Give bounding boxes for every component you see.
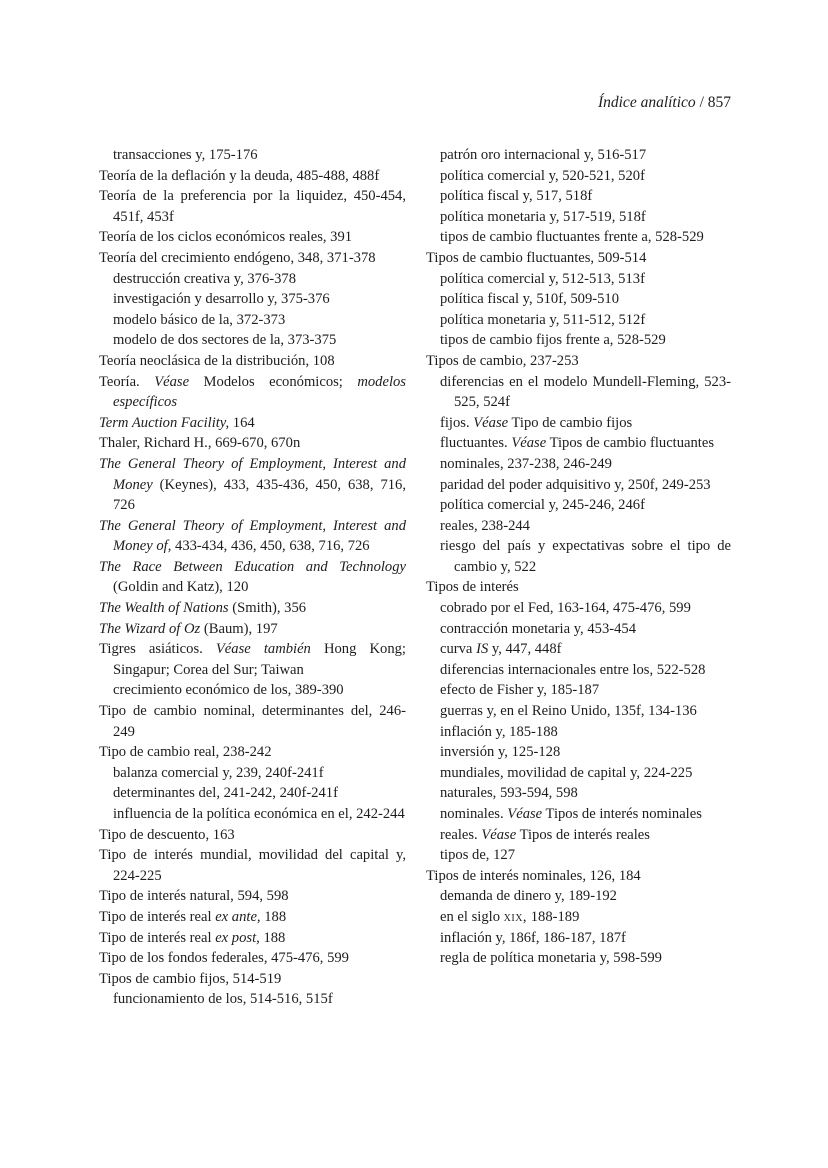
index-entry: contracción monetaria y, 453-454 xyxy=(440,620,636,637)
entry-text: 188 xyxy=(264,908,287,925)
entry-text: 433-434, 436, 450, 638, 716, 726 xyxy=(175,538,370,555)
entry-italic-title: The Wealth of Nations xyxy=(99,600,229,617)
index-column-left xyxy=(99,145,406,1010)
index-entry: Teoría del crecimiento endógeno, 348, 371-378 xyxy=(99,249,376,266)
entry-text: Tipos de interés reales xyxy=(519,826,650,843)
index-entry xyxy=(99,619,406,640)
index-entry: diferencias internacionales entre los, 522-528 xyxy=(440,661,706,678)
index-entry: Tipo de los fondos federales, 475-476, 599 xyxy=(99,950,349,967)
entry-text: y, 447, 448f xyxy=(491,641,562,658)
entry-text: curva xyxy=(440,641,473,658)
index-entry: Tipo de cambio nominal, determinantes del, 246-249 xyxy=(99,703,406,740)
index-entry xyxy=(99,639,406,680)
index-entry: riesgo del país y expectativas sobre el tipo de cambio y, 522 xyxy=(440,538,731,575)
index-entry: Thaler, Richard H., 669-670, 670n xyxy=(99,435,301,452)
entry-text: nominales. xyxy=(440,806,504,822)
index-entry: política monetaria y, 517-519, 518f xyxy=(440,208,646,225)
index-entry xyxy=(99,928,406,949)
entry-text: reales. xyxy=(440,826,478,843)
index-entry: inflación y, 186f, 186-187, 187f xyxy=(440,929,626,946)
index-entry: Tipos de interés xyxy=(426,579,519,596)
index-entry: política comercial y, 520-521, 520f xyxy=(440,167,645,184)
running-header xyxy=(598,94,731,112)
header-separator: / xyxy=(699,94,704,111)
index-entry: funcionamiento de los, 514-516, 515f xyxy=(113,991,333,1008)
index-entry xyxy=(99,413,406,434)
entry-text: fluctuantes. xyxy=(440,435,508,452)
index-entry xyxy=(426,413,731,434)
index-entry: transacciones y, 175-176 xyxy=(113,147,258,163)
index-entry: modelo básico de la, 372-373 xyxy=(113,311,286,328)
entry-text: (Keynes), 433, 435-436, 450, 638, 716, 726 xyxy=(113,476,406,514)
index-entry: modelo de dos sectores de la, 373-375 xyxy=(113,332,337,349)
index-entry: Teoría de la preferencia por la liquidez, 450-454, 451f, 453f xyxy=(99,188,406,225)
entry-text: 188-189 xyxy=(530,908,580,925)
entry-italic-text: IS xyxy=(476,641,489,658)
index-column-right xyxy=(426,145,731,969)
index-entry: nominales, 237-238, 246-249 xyxy=(440,455,612,472)
index-entry xyxy=(426,907,731,928)
entry-text: Hong Kong; Singapur; Corea del Sur; Taiwan xyxy=(113,641,406,678)
index-entry: diferencias en el modelo Mundell-Fleming, 523-525, 524f xyxy=(440,373,731,411)
index-entry: paridad del poder adquisitivo y, 250f, 249-253 xyxy=(440,476,711,493)
entry-italic-title: The General Theory of Employment, Interest and Money of, xyxy=(99,517,406,555)
index-entry xyxy=(99,907,406,928)
index-entry xyxy=(426,825,731,846)
entry-text: (Goldin and Katz), 120 xyxy=(113,579,249,596)
index-entry: Tipos de cambio fluctuantes, 509-514 xyxy=(426,249,647,266)
entry-italic-title: The Wizard of Oz xyxy=(99,620,201,637)
entry-italic-title: The Race Between Education and Technology xyxy=(99,558,406,575)
index-entry xyxy=(99,454,406,516)
index-entry: tipos de cambio fijos frente a, 528-529 xyxy=(440,332,666,349)
entry-text: Tigres asiáticos. xyxy=(99,641,203,658)
entry-text: Modelos económicos; xyxy=(203,373,343,390)
entry-see-reference: Véase xyxy=(473,414,509,431)
index-entry: determinantes del, 241-242, 240f-241f xyxy=(113,785,338,802)
index-entry: mundiales, movilidad de capital y, 224-225 xyxy=(440,764,693,781)
index-entry xyxy=(99,598,406,619)
entry-see-reference: Véase también xyxy=(215,641,311,658)
index-entry: investigación y desarrollo y, 375-376 xyxy=(113,291,330,308)
index-entry: política monetaria y, 511-512, 512f xyxy=(440,311,646,328)
entry-italic-text: ex post, xyxy=(215,929,260,946)
index-entry: Teoría neoclásica de la distribución, 108 xyxy=(99,352,335,369)
index-entry: tipos de cambio fluctuantes frente a, 528-529 xyxy=(440,229,704,246)
entry-italic-title: Term Auction Facility, xyxy=(99,414,230,431)
index-entry xyxy=(426,639,731,660)
index-entry: cobrado por el Fed, 163-164, 475-476, 599 xyxy=(440,600,691,617)
entry-italic-text: ex ante, xyxy=(215,908,261,925)
index-entry: Tipo de cambio real, 238-242 xyxy=(99,744,272,761)
index-entry: balanza comercial y, 239, 240f-241f xyxy=(113,764,324,781)
index-entry: destrucción creativa y, 376-378 xyxy=(113,270,297,287)
entry-text: fijos. xyxy=(440,414,470,431)
page-number: 857 xyxy=(707,94,731,111)
index-entry: inflación y, 185-188 xyxy=(440,723,558,740)
index-entry xyxy=(426,804,731,825)
index-entry: patrón oro internacional y, 516-517 xyxy=(440,147,647,163)
index-entry: Tipos de cambio, 237-253 xyxy=(426,352,579,369)
index-entry xyxy=(426,433,731,454)
index-entry: influencia de la política económica en el, 242-244 xyxy=(113,806,405,822)
entry-see-reference: Véase xyxy=(507,806,543,822)
index-entry: Tipos de interés nominales, 126, 184 xyxy=(426,867,641,884)
index-entry: demanda de dinero y, 189-192 xyxy=(440,888,617,905)
index-entry: Teoría de la deflación y la deuda, 485-488, 488f xyxy=(99,167,380,184)
index-entry: efecto de Fisher y, 185-187 xyxy=(440,682,600,699)
index-entry: inversión y, 125-128 xyxy=(440,744,561,761)
entry-text: 188 xyxy=(263,929,286,946)
entry-see-reference: Véase xyxy=(481,826,517,843)
entry-text: Tipo de cambio fijos xyxy=(511,414,633,431)
header-title: Índice analítico xyxy=(597,94,696,111)
index-entry: Tipos de cambio fijos, 514-519 xyxy=(99,970,282,987)
entry-text: Tipos de interés nominales xyxy=(545,806,702,822)
index-entry xyxy=(99,557,406,598)
roman-numeral: xix, xyxy=(503,908,528,925)
index-entry: naturales, 593-594, 598 xyxy=(440,785,578,802)
entry-text: (Baum), 197 xyxy=(203,620,278,637)
entry-text: en el siglo xyxy=(440,908,500,925)
entry-italic-title: The General Theory of Employment, Interest and Money xyxy=(99,455,406,493)
entry-see-reference: Véase xyxy=(511,435,547,452)
entry-text: Tipos de cambio fluctuantes xyxy=(549,435,715,452)
entry-text: 164 xyxy=(232,414,255,431)
entry-text: Teoría. xyxy=(99,373,140,390)
entry-text: Tipo de interés real xyxy=(99,929,212,946)
index-entry: guerras y, en el Reino Unido, 135f, 134-136 xyxy=(440,703,697,720)
index-entry: Tipo de interés mundial, movilidad del capital y, 224-225 xyxy=(99,847,406,884)
entry-text: Tipo de interés real xyxy=(99,908,212,925)
index-entry: Tipo de interés natural, 594, 598 xyxy=(99,888,289,905)
index-entry: tipos de, 127 xyxy=(440,847,515,864)
index-entry: política comercial y, 512-513, 513f xyxy=(440,270,645,287)
entry-text: (Smith), 356 xyxy=(232,600,307,617)
index-entry: regla de política monetaria y, 598-599 xyxy=(440,950,662,967)
entry-italic-text: modelos específicos xyxy=(113,373,406,411)
index-entry: crecimiento económico de los, 389-390 xyxy=(113,682,344,699)
index-entry xyxy=(99,516,406,557)
entry-see-reference: Véase xyxy=(154,373,190,390)
index-entry: Tipo de descuento, 163 xyxy=(99,826,235,843)
index-entry xyxy=(99,372,406,413)
index-entry: política fiscal y, 517, 518f xyxy=(440,188,593,205)
index-entry: política comercial y, 245-246, 246f xyxy=(440,497,645,514)
index-entry: Teoría de los ciclos económicos reales, 391 xyxy=(99,229,353,246)
index-entry: reales, 238-244 xyxy=(440,517,530,534)
index-entry: política fiscal y, 510f, 509-510 xyxy=(440,291,620,308)
